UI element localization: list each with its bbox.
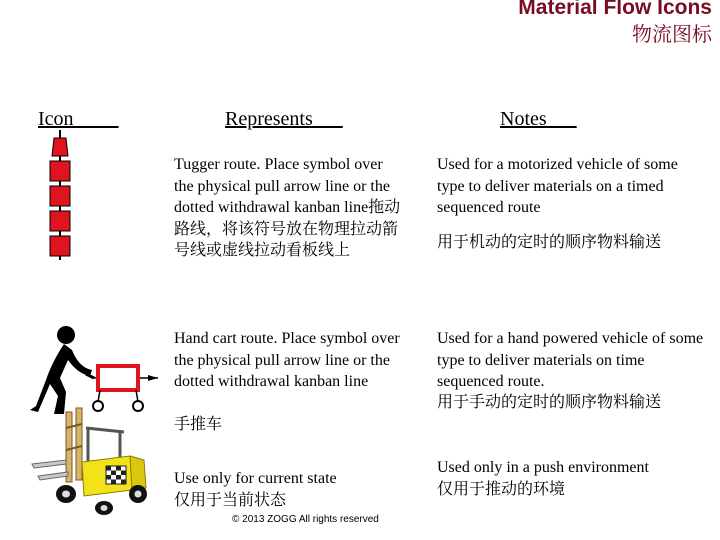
represents-hand-cart-cn: 手推车: [174, 416, 223, 433]
represents-tugger: Tugger route. Place symbol over the physical pull arrow line or the dotted withdrawal kanban line拖动路线，将该符号放在物理拉动箭号线或虚线拉动看板线上: [174, 156, 401, 259]
column-header-notes: Notes: [500, 108, 577, 130]
column-header-icon: Icon: [38, 108, 119, 130]
hand-cart-icon: [20, 322, 176, 418]
notes-tugger: Used for a motorized vehicle of some type to deliver materials on a timed sequenced route: [437, 156, 678, 216]
represents-forklift: Use only for current state: [174, 470, 337, 487]
page-title-cn: 物流图标: [632, 22, 712, 46]
column-header-represents: Represents: [225, 108, 343, 130]
represents-hand-cart: Hand cart route. Place symbol over the physical pull arrow line or the dotted withdrawal kanban line: [174, 330, 400, 390]
notes-hand-cart: Used for a hand powered vehicle of some type to deliver materials on time sequenced route.: [437, 330, 704, 390]
notes-hand-cart-cn: 用于手动的定时的顺序物料输送: [437, 394, 662, 411]
forklift-icon: [28, 406, 164, 516]
page-title: Material Flow Icons: [518, 0, 712, 19]
tugger-route-icon: [40, 130, 80, 260]
notes-tugger-cn: 用于机动的定时的顺序物料输送: [437, 234, 662, 251]
notes-forklift: Used only in a push environment: [437, 459, 649, 476]
copyright-footer: © 2013 ZOGG All rights reserved: [232, 514, 379, 525]
notes-forklift-cn: 仅用于推动的环境: [437, 481, 566, 498]
represents-forklift-cn: 仅用于当前状态: [174, 492, 287, 509]
